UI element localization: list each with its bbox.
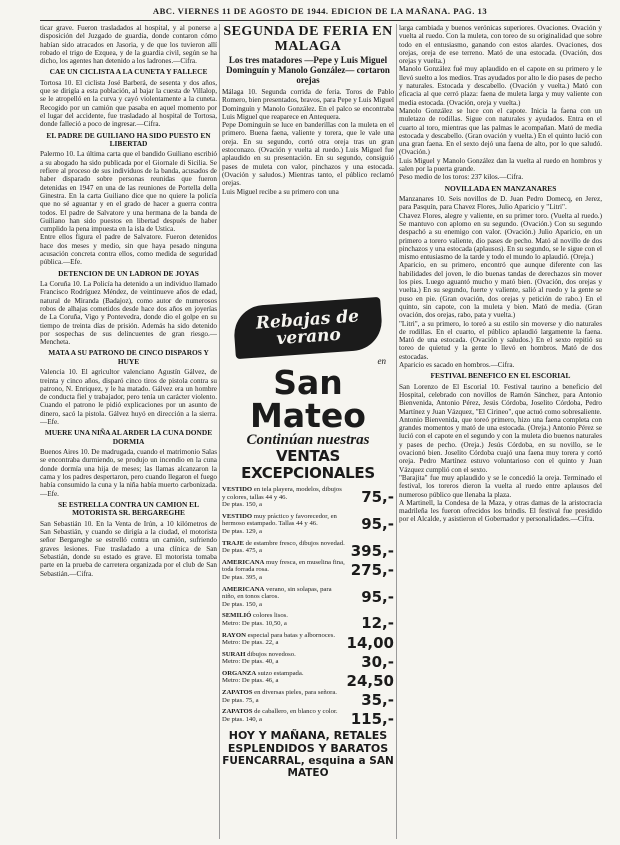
ad-item-label: ZAPATOS [222,689,253,697]
article-headline: DETENCION DE UN LADRON DE JOYAS [58,268,199,278]
article-text: Tortosa 10. El ciclista José Barberá, de sesenta y dos años, que se dirigía a esta población, al bajar la cuesta de Villalop, se le atropelló en la curva y cayó violentamente a la cuneta. Recogido por un camión que pasaba en aquel momento por el lugar del accidente, fue trasladado al hospital de Tortosa, donde falleció a poco de ingresar.—Cifra. [40,78,217,129]
ad-item-description [222,513,346,536]
article-headline: MUERE UNA NIÑA AL ARDER LA CUNA DONDE DORMIA [44,428,213,446]
article-text: La Coruña 10. La Policía ha detenido a un individuo llamado Francisco Rodríguez Méndez, de veintinueve años de edad, natural de Miranda (Badajoz), como autor de numerosos robos de alhajas cometidos desde hace dos años en joyerías de La Coruña, Vigo y Pontevedra, donde dio el golpe en su tiempo de treinta días de prisión. Además ha sido detenido por sospechas de sus delincuentes de gran riesgo.—Mencheta. [40,280,217,347]
ad-ventas: VENTAS EXCEPCIONALES [241,447,375,482]
ad-item-description [222,586,346,609]
article-text: San Lorenzo de El Escorial 10. Festival taurino a beneficio del Hospital, celebrado con novillos de Ramón Sánchez, para Antonio Bienvenida, Antonio Pérez, Jesús Córdoba, Joselito Córdoba, Pedro Martínez y Juan Vázquez, "El Cirineo", que actuó como sobresaliente. [399,382,602,416]
article-text: Manzanares 10. Seis novillos de D. Juan Pedro Domecq, en Jerez, para Pasquín, para Chavez Flores, Julio Aparicio y "Litri". [399,195,602,212]
ad-item-description [222,540,346,555]
ad-item-text: suizo estampada. [257,669,304,677]
ad-item-price: 395,- [350,541,394,560]
ad-item-text: en diversas pieles, para señora. [254,689,337,697]
ad-item-description [222,612,346,627]
ad-item-price: 12,- [361,614,394,633]
column-middle [222,24,394,844]
article-text: larga cambiada y buenos verónicas superiores. Ovaciones. Ovación y vuelta al ruedo. Con la muleta, con toreo de su originalidad que sobre todo en el entusiasmo, ganando con estos alardes. Ovaciones, dos orejas, oreja de ese terreno. Mató de una estocada. (Ovación, dos orejas y vuelta.) [399,24,602,66]
ad-item [222,689,394,710]
ad-footer-offer: HOY Y MAÑANA, RETALES ESPLENDIDOS Y BARATOS [227,729,389,756]
ad-brand: San Mateo [250,363,366,435]
article-headline: FESTIVAL BENEFICO EN EL ESCORIAL [430,371,571,381]
bullfight-headline: SEGUNDA DE FERIA EN MALAGA [223,24,393,54]
article-text: San Sebastián 10. En la Venta de Irún, a 10 kilómetros de San Sebastián, y cuando se dirigía a la ciudad, el motorista señor Bergareghe se estrelló contra un camión, sufriendo graves lesiones. Fue trasladado a una clínica de San Sebastián, donde su estado es grave. El motorista tomaba parte en la prueba de carretera organizada por el club de San Sebastián.—Cifra. [40,519,217,578]
ad-item-label: AMERICANA [222,558,265,566]
ad-item-description [222,708,346,723]
article-text: Buenos Aires 10. De madrugada, cuando el matrimonio Salas se encontraba durmiendo, se produjo un incendio en la cuna donde dormía una hija de meses; las llamas alcanzaron la cama y los padres despertaron, pero cuando llegaron el fuego había consumido la cuna y la niña había muerto carbonizada.—Efe. [40,448,217,498]
ad-item-description [222,670,346,685]
ad-item-label: TRAJE [222,539,244,547]
ad-item-price: 75,- [361,488,394,506]
ad-rebajas-banner [232,297,383,359]
ad-item-price: 115,- [350,710,394,729]
ad-item-price: 14,00 [346,633,394,652]
column-divider-1 [219,24,220,839]
ad-item-old-price: Metro: De ptas. 40, a [222,658,279,666]
article-text: Málaga 10. Segunda corrida de feria. Toros de Pablo Romero, bien presentados, bravos, para Pepe y Luis Miguel Dominguín y Manolo González. En el palco se encontraba Luis Miguel que reaparece en Antequera. [222,88,394,121]
column-left [40,24,217,844]
ad-item-old-price: De ptas. 129, a [222,527,262,535]
ad-item-text: en tela playera, modelos, dibujos y colores, tallas 44 y 46. [222,486,342,501]
ad-item-label: ORGANZA [222,669,257,677]
ad-item-description [222,651,346,666]
article-headline: SE ESTRELLA CONTRA UN CAMION EL MOTORISTA SR. BERGAREGHE [57,499,200,518]
ad-footer-address: FUENCARRAL, esquina a SAN MATEO [222,755,394,780]
ad-item-text: muy práctico y favorecedor, en hermoso estampado. Tallas 44 y 46. [222,512,337,528]
ad-item-price: 24,50 [346,671,394,690]
ad-item-text: dibujos novedoso. [247,650,296,658]
article-text: Luis Miguel recibe a su primero con una [222,187,339,196]
ad-item-price: 35,- [361,691,394,710]
column-right [399,24,602,844]
ad-item-old-price: Metro: De ptas. 10,50, a [222,619,287,627]
ad-item-label: SURAH [222,650,246,658]
ad-item-old-price: De ptas. 150, a [222,501,262,509]
ad-item-price: 30,- [361,652,394,671]
ad-item [222,650,394,671]
article-text: Luis Miguel y Manolo González dan la vuelta al ruedo en hombros y salen por la puerta grande. [399,156,602,174]
ad-item-old-price: Metro: De ptas. 46, a [222,677,279,685]
article-text: Antonio Bienvenida, que toreó primero, hizo una faena completa con grandes momentos y mató de una estocada. (Oreja.) Antonio Pérez se lució con el capote en el segundo y con la muleta dio buenos naturales y pases de pecho. (Oreja.) Jesús Córdoba, en su novillo, se le ovacionó bien. Joselito Córdoba cuajó una faena muy torera y cortó oreja. Pedro Martínez estuvo voluntarioso con el quinto y Juan Vázquez cumplió con el sexto. [399,415,602,474]
ad-item [222,513,394,536]
ad-item-old-price: De ptas. 75, a [222,696,259,704]
ad-item-label: SEMILIÓ [222,612,252,620]
ad-en-text: en [377,356,386,366]
article-headline: NOVILLADA EN MANZANARES [444,183,557,193]
article-headline: MATA A SU PATRONO DE CINCO DISPAROS Y HUYE [48,348,209,366]
ad-rebajas-text: Rebajas de verano [255,306,360,350]
article-headline: EL PADRE DE GUILIANO HA SIDO PUESTO EN LIBERTAD [46,130,211,149]
ad-item-text: colores lisos. [253,612,288,620]
article-text: Palermo 10. La última carta que el bandido Guiliano escribió a su abogado ha sido publicada por el Giornale di Sicilia. Se refiere al proceso de sus individuos de la banda, acusados de haber disparado sobre personas reunidas que fueron detenidas en 1947 en una de las reuniones de Portella della Ginestra. En la carta Guiliano dice que no quiere la policía que no sé aguantar y en el grado de hacer a guerra contra todos. El padre de Salvatore y una hermana de la banda de Guiliano han sido puestos en libertad después de haber cumplido la pena impuesta en la isla de Ustica. [40,150,217,234]
ad-item-label: RAYON [222,631,246,639]
article-text: Aparicio es sacado en hombros.—Cifra. [399,360,515,369]
ad-item-old-price: De ptas. 475, a [222,547,262,555]
article-headline: CAE UN CICLISTA A LA CUNETA Y FALLECE [49,67,208,77]
article-text: Valencia 10. El agricultor valenciano Agustín Gálvez, de treinta y cinco años, disparó cinco tiros de pistola contra su patrono, N. Enriquez, y le ha matado. Gálvez era un hombre de conducta fiel y trabajador, pero tenía un carácter violento. Cuando el patrono le pidió explicaciones por un asunto de dinero, sacó la pistola. Gálvez huyó en dirección a la sierra.—Efe. [40,368,217,427]
ad-item [222,669,394,690]
ad-item [222,631,394,652]
ad-item-label: VESTIDO [222,512,253,520]
ad-item-price: 95,- [361,514,394,533]
ad-item-label: VESTIDO [222,486,253,493]
ad-item [222,559,394,582]
article-text: Peso medio de los toros: 237 kilos.—Cifra. [399,173,524,182]
ad-item-text: muy fresca, en muselina fina, toda forrada rosa. [222,558,345,574]
ad-item-text: de estambre fresco, dibujos novedad. [245,539,345,547]
ad-continuan: Continúan nuestras [246,432,370,448]
article-text: Pepe Dominguín se luce en banderillas con la muleta en el primero. Buena faena, valiente y torera, que le vale una oreja. En su segundo, cortó otra oreja tras un gran estoconazo. (Ovación y vuelta al ruedo.) Luis Miguel fue aplaudido en su presentación. En su segundo, consiguió pases de muleta con valor, pinchazos y una estocada. (Ovación y saludos.) Mientras tanto, el público reclamó orejas. [222,121,394,188]
ad-item-text: verano, sin solapas, para niño, en tonos claros. [222,585,332,601]
header-rule [40,20,600,21]
ad-item-description [222,632,346,647]
column-divider-2 [396,24,397,839]
ad-item [222,586,394,609]
ad-item-old-price: De ptas. 140, a [222,715,262,723]
ad-item-description [222,559,346,582]
article-text: Manolo González se luce con el capote. Inicia la faena con un muletazo de rodillas. Sigue con naturales y ayudados. Entra en el cuarto al toro, mientras que las palmas le acompañan. Mató de media estocada y descabello. (Gran ovación y vuelta.) En el quinto lució con una gran faena. En el sexto dejó una faena de alto, por lo que saludó. (Ovación.) [399,106,602,157]
article-text: Entre ellos figura el padre de Salvatore. Fueron detenidos hace dos meses y medio, sin que haya pesado ninguna acusación concreta contra ellos, como medida de seguridad pública.—Efe. [40,233,217,267]
article-text: A Martinell, la Condesa de la Maza, y otras damas de la aristocracia madrileña les fueron ofrecidos los brindis. El festival fue presidido por el Alcalde, y asistieron el Gobernador y personalidades.—Cifra. [399,498,602,524]
ad-item-description [222,486,346,509]
bullfight-subheadline: Los tres matadores —Pepe y Luis Miguel Dominguín y Manolo González— cortaron orejas [226,55,390,85]
ad-item-old-price: De ptas. 150, a [222,600,262,608]
ad-item [222,539,394,560]
ad-item-old-price: Metro: De ptas. 22, a [222,639,279,647]
san-mateo-advertisement [222,302,394,840]
ad-item [222,612,394,633]
ad-item-text: especial para batas y albornoces. [247,631,336,639]
ad-item-description [222,689,346,704]
article-text: Chavez Flores, alegre y valiente, en su primer toro. (Vuelta al ruedo.) Se mantuvo con aplomo en su segundo. (Ovación.) Con su segundo despachó a su enemigo con valor. (Ovación.) Julio Aparicio, en un primero a torero valiente, dio pases de pecho. Mató al novillo de dos pinchazos y una estocada (aplausos). En su segundo, se le sigue con el mismo entusiasmo de la tarde y todo el mundo lo aplaudió. (Oreja.) [399,211,602,262]
ad-item-text: de caballero, en blanco y color. [254,708,338,716]
ad-item-price: 275,- [350,560,394,579]
ad-item [222,486,394,509]
article-text: "Barajita" fue muy aplaudido y se le concedió la oreja. Terminado el festival, los toreros dieron la vuelta al ruedo entre aplausos del numeroso público que llenaba la plaza. [399,473,602,499]
ad-item-list [222,486,394,729]
article-text: ticar grave. Fueron trasladados al hospital, y al ponerse a disposición del Juzgado de guardia, donde contaron cómo habían sido atracados en Jasoria, y de que los tuvieron allí robado el trigo de Ezquea, y de la guardia civil, según se ha dicho, los agentes han detenido a los ladrones.—Cifra. [40,24,217,66]
ad-item-label: ZAPATOS [222,708,253,716]
article-text: Aparicio, en su primero, encontró que aunque diferente con las habilidades del joven, le dio buenas tandas de derechazos sin mover los pies. Luego aguantó mucho y mató bien. (Ovación, dos orejas y vuelta.) En su segundo, fuerte y valiente, salió al ruedo y la gente se puso en pie. (Gran ovación, dos orejas y petición de rabo.) En el quinto, sin capote, con la muleta y bien. Mató de media. (Gran ovación, dos orejas, rabo, pata y vuelta.) [399,261,602,320]
ad-item-price: 95,- [361,587,394,606]
article-text: Manolo González fué muy aplaudido en el capote en su primero y le llevó suelto a los medios. Tras ayudados por alto le dio pases de pecho y naturales. Estocada y descabello. (Ovación y vuelta.) Mató con eficacia al que cerró plaza: faena de muleta larga y muy valiente con media estocada. (Ovación, oreja y vuelta.) [399,65,602,107]
ad-item-label: AMERICANA [222,585,265,593]
article-text: "Litri", a su primero, lo toreó a su estilo sin moverse y dio naturales de rodillas. En el cuarto, el público aplaudió largamente la faena. Mató de una estocada. (Ovación y saludos.) En el sexto repitió su toreo de quietud y la gente lo llevó en hombros. Mató de dos estocadas. [399,319,602,361]
ad-item [222,708,394,729]
ad-item-old-price: De ptas. 395, a [222,573,262,581]
page-header: ABC. VIERNES 11 DE AGOSTO DE 1944. EDICION DE LA MAÑANA. PAG. 13 [152,6,488,16]
